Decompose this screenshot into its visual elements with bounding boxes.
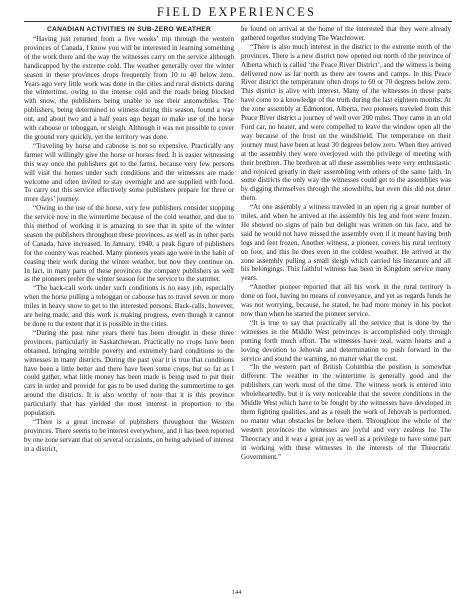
paragraph: “Traveling by horse and caboose is not so expensive. Practically any farmer will willingly give the horse or horses feed. It is easier witnessing this way once the publishers get to the farms, because very few persons will visit the homes under such conditions and the witnesses are made welcome and often invited to stay overnight and are supplied with food. To carry out this service effectively some publishers prepare for three or more days’ journey. [24, 141, 234, 204]
right-column [241, 25, 451, 587]
paragraph: “There is also much interest in the district to the extreme north of the provinces. There is a new district now opened out north of the province of Alberta which is called ‘the Peace River District’, and the witness is being delivered now as far north as there are towns and camps. In this Peace River district the temperature often drops to 60 or 70 degrees below zero. This district is alive with interest. Many of the witnesses in these parts have come to a knowledge of the truth during the last eighteen months. At the zone assembly at Edmonton, Alberta, two pioneers traveled from this Peace River district a journey of well over 200 miles. They came in an old Ford car, no heater, and were compelled to leave the window open all the way because of the frost on the windshield. The temperature on their journey must have been at least 30 degrees below zero. When they arrived at the assembly they were overjoyed with the privilege of meeting with their brethren. The brethren at all these assemblies were very enthusiastic and rejoiced greatly in their assembling with others of the same faith. In some districts the only way the witnesses could get to the assemblies was by digging themselves through the snowdrifts, but even this did not deter them. [241, 42, 451, 203]
paragraph: “It is true to say that practically all the service that is done by the witnesses in the Middle West provinces is accomplished only through putting forth much effort. The witnesses have zeal, warm hearts and a loving devotion to Jehovah and determination to push forward in the service and sound the warning, no matter what the cost. [241, 318, 451, 363]
paragraph: “At one assembly a witness traveled in an open rig a great number of miles, and when he arrived at the assembly his leg and foot were frozen. He showed no signs of pain but delight was written on his face, and he said he would not have missed the assembly even if it meant having both legs and feet frozen. Another witness, a pioneer, covers his rural territory on foot, and this he does even in the coldest weather. He arrived at the zone assembly pulling a small sleigh which carried his literature and all his belongings. This faithful witness has been in Kingdom service many years. [241, 203, 451, 283]
article-subheading: CANADIAN ACTIVITIES IN SUB-ZERO WEATHER [46, 26, 212, 33]
paragraph: “Another pioneer reported that all his work in the rural territory is done on foot, having no means of conveyance, and yet as regards funds he was not worrying, because, he stated, he had more money in his pocket now than when he started the pioneer service. [241, 283, 451, 318]
paragraph: “During the past nine years there has been drought in these three provinces, particularly in Saskatchewan. Practically no crops have been obtained, bringing terrible poverty and extremely hard conditions to the witnesses in many districts. During the past year it is true that conditions have been a little better and there have been some crops, but so far as I could gather, what little money has been made is being used to put their cars in order and provide for gas to be used during the summertime to get around the districts. It is also worthy of note that it is this province particularly that has yielded the most interest in proportion to the population. [24, 328, 234, 418]
paragraph: “In the western part of British Columbia the position is somewhat different. The weather in the wintertime is generally good and the publishers can work most of the time. The witness work is entered into wholeheartedly, but it is very noticeable that the severe conditions in the Middle West which have to be fought by the witnesses have developed in them fighting qualities, and as a result the work of Jehovah is performed, no matter what obstacles be before them. Throughout the whole of the western provinces the witnesses are joyful and very zealous for The Theocracy and it was a great joy as well as a privilege to have some part in working with these witnesses in the interests of the Theocratic Government.” [241, 363, 451, 461]
paragraph: “The back-call work under such conditions is no easy job, especially when the horse pulling a toboggan or caboose has to travel seven or more miles in heavy snow to get to the interested persons. Back-calls, however, are being made, and this work is making progress, even though it cannot be done to the extent that it is possible in the cities. [24, 284, 234, 328]
header-rule [24, 21, 452, 22]
page-number: 144 [231, 589, 242, 596]
paragraph: “Owing to the use of the horse, very few publishers consider stopping the service now in the wintertime because of the cold weather, and due to this method of working it is amazing to see that in spite of the winter season the publishers throughout these provinces, as well as in other parts of Canada, have increased. In January, 1940, a peak figure of publishers for the country was reached. Many pioneers years ago were in the habit of ceasing their work during the winter weather, but now they continue on. In fact, in many parts of these provinces the company publishers as well as the pioneers prefer the winter season for the service to the summer. [24, 204, 234, 284]
paragraph: “There is a great increase of publishers throughout the Western provinces. There seems to be interest everywhere, and it has been reported by one zone servant that on several occasions, on being advised of interest in a district, [24, 417, 234, 453]
paragraph-continued: he found on arrival at the home of the interested that they were already gathered together studying The Watchtower. [241, 25, 451, 42]
paragraph: “Having just returned from a five weeks’ trip through the western provinces of Canada, I know you will be interested in learning something of the work there and the way the witnesses carry on the service although handicapped by the extreme cold. The weather generally over the winter season in these provinces drops frequently from 10 to 40 below zero. Years ago very little work was done in the cities and rural districts during the wintertime, owing to the intense cold and the roads being blocked with snow, the publishers being unable to use their automobiles. The publishers, being determined to witness during this season, found a way out, and about two and a half years ago began to make use of the horse with caboose or toboggan, or sleigh. Although it was not possible to cover the ground very quickly, yet the territory was done. [24, 35, 234, 141]
left-column [24, 25, 234, 587]
page-header: FIELD EXPERIENCES [156, 5, 317, 19]
